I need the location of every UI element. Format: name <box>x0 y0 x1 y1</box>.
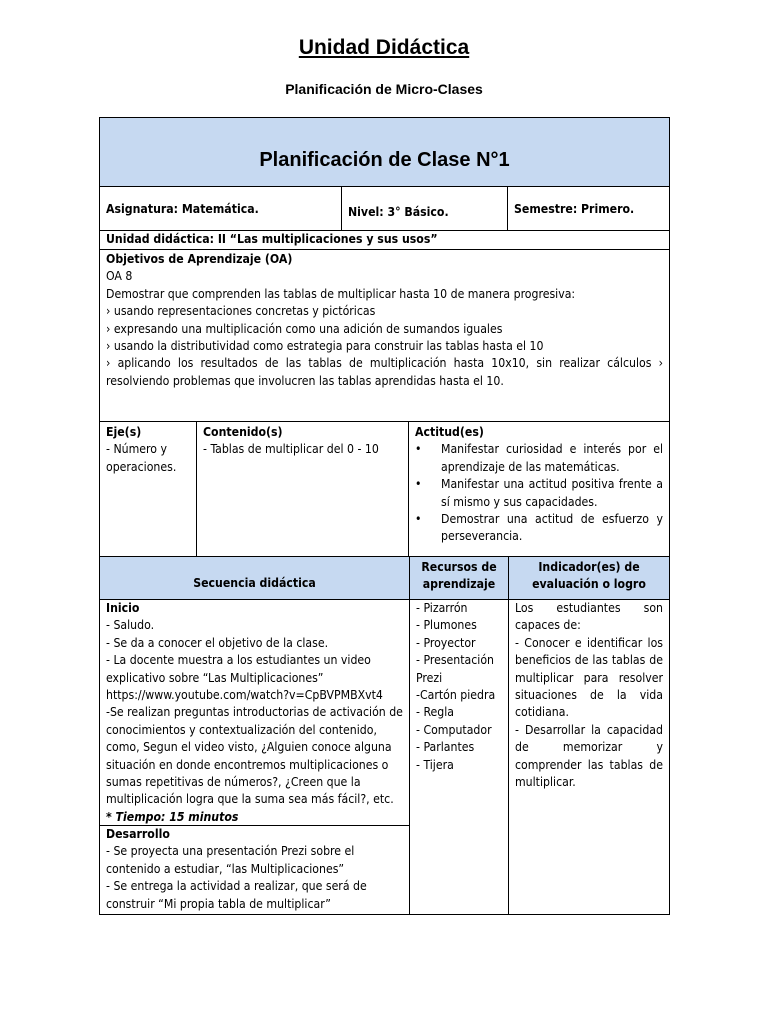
semestre-text: Semestre: Primero. <box>514 202 635 216</box>
eje-heading: Eje(s) <box>106 425 142 439</box>
inicio-line: - La docente muestra a los estudiantes un video explicativo sobre “Las Multiplicaciones” https://www.youtube.com/watch?v=CpBVPMBXvt4 <box>106 653 383 703</box>
document-title: Unidad Didáctica <box>298 36 470 59</box>
secuencia-heading-cell <box>99 556 410 600</box>
indicador-line: Los estudiantes son capaces de: <box>515 601 663 633</box>
contenido-cell <box>196 421 409 557</box>
recurso-item: - Proyector <box>416 635 476 650</box>
actitudes-heading: Actitud(es) <box>415 425 484 439</box>
document-subtitle: Planificación de Micro-Clases <box>285 81 483 97</box>
actitud-text: Demostrar una actitud de esfuerzo y perseverancia. <box>441 512 663 544</box>
unidad-text: Unidad didáctica: II “Las multiplicaciones y sus usos” <box>106 232 438 246</box>
contenido-text: - Tablas de multiplicar del 0 - 10 <box>203 442 379 457</box>
actitud-item <box>415 476 663 511</box>
objetivos-line: › aplicando los resultados de las tablas de multiplicación hasta 10x10, sin realizar cálculos › resolviendo problemas que involucren las tablas aprendidas hasta el 10. <box>106 356 663 388</box>
indicadores-heading: Indicador(es) de evaluación o logro <box>532 560 646 592</box>
inicio-tiempo: * Tiempo: 15 minutos <box>106 809 239 824</box>
actitud-text: Manifestar una actitud positiva frente a sí mismo y sus capacidades. <box>441 477 663 509</box>
eje-text: - Número y operaciones. <box>106 442 177 474</box>
actitud-item <box>415 511 663 546</box>
bullet-icon: • <box>415 442 422 457</box>
indicadores-heading-cell <box>508 556 670 600</box>
desarrollo-cell <box>99 825 410 915</box>
inicio-heading: Inicio <box>106 601 140 615</box>
desarrollo-line: - Se proyecta una presentación Prezi sobre el contenido a estudiar, “las Multiplicaciones” <box>106 844 355 876</box>
inicio-line: - Se da a conocer el objetivo de la clase. <box>106 635 329 650</box>
recurso-item: -Cartón piedra <box>416 688 496 703</box>
recurso-item: - Presentación Prezi <box>416 653 494 685</box>
objetivos-line: › usando representaciones concretas y pictóricas <box>106 304 376 319</box>
recursos-heading-cell <box>409 556 509 600</box>
desarrollo-line: - Se entrega la actividad a realizar, que será de construir “Mi propia tabla de multiplicar” <box>106 879 367 911</box>
objetivos-cell <box>99 249 670 422</box>
desarrollo-heading: Desarrollo <box>106 827 170 841</box>
actitud-text: Manifestar curiosidad e interés por el aprendizaje de las matemáticas. <box>441 442 663 474</box>
indicador-line: - Conocer e identificar los beneficios de las tablas de multiplicar para resolver situaciones de la vida cotidiana. <box>515 635 663 720</box>
objetivos-heading: Objetivos de Aprendizaje (OA) <box>106 252 293 266</box>
inicio-line: - Saludo. <box>106 618 155 633</box>
recurso-item: - Plumones <box>416 618 477 633</box>
objetivos-line: Demostrar que comprenden las tablas de multiplicar hasta 10 de manera progresiva: <box>106 286 576 301</box>
recurso-item: - Parlantes <box>416 740 475 755</box>
recursos-cell <box>409 599 509 915</box>
inicio-line: -Se realizan preguntas introductorias de activación de conocimientos y contextualización del contenido, como, Segun el video visto, ¿Alguien conoce alguna situación en donde encontremos multiplicaciones o sumas repetitivas de números?, ¿Creen que la multiplicación logra que la suma sea más fácil?, etc. <box>106 705 403 807</box>
asignatura-cell <box>99 186 342 231</box>
nivel-cell <box>341 186 508 231</box>
objetivos-line: › usando la distributividad como estrategia para construir las tablas hasta el 10 <box>106 339 544 354</box>
bullet-icon: • <box>415 477 422 492</box>
plan-title: Planificación de Clase N°1 <box>259 149 510 171</box>
recursos-heading: Recursos de aprendizaje <box>421 560 497 592</box>
eje-cell <box>99 421 197 557</box>
semestre-cell <box>507 186 670 231</box>
recurso-item: - Pizarrón <box>416 601 468 615</box>
bullet-icon: • <box>415 512 422 527</box>
objetivos-code: OA 8 <box>106 269 133 284</box>
inicio-cell <box>99 599 410 826</box>
nivel-text: Nivel: 3° Básico. <box>348 205 449 219</box>
indicadores-cell <box>508 599 670 915</box>
actitud-item <box>415 441 663 476</box>
unidad-cell <box>99 230 670 250</box>
plan-title-cell <box>99 117 670 187</box>
contenido-heading: Contenido(s) <box>203 425 283 439</box>
asignatura-text: Asignatura: Matemática. <box>106 202 259 216</box>
objetivos-line: › expresando una multiplicación como una adición de sumandos iguales <box>106 321 503 336</box>
indicador-line: - Desarrollar la capacidad de memorizar y comprender las tablas de multiplicar. <box>515 722 663 790</box>
recurso-item: - Regla <box>416 705 454 720</box>
recurso-item: - Tijera <box>416 757 454 772</box>
secuencia-heading: Secuencia didáctica <box>193 576 316 590</box>
recurso-item: - Computador <box>416 722 492 737</box>
actitudes-cell <box>408 421 670 557</box>
